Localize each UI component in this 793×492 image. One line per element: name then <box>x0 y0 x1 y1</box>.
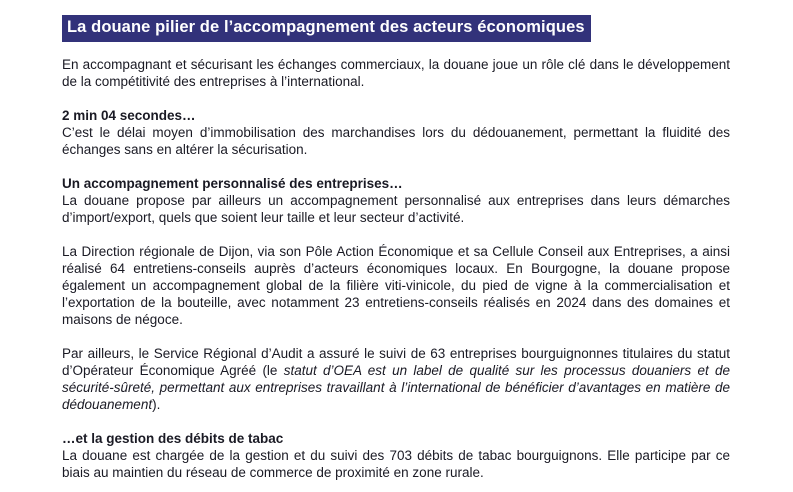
audit-text-italic: statut d’OEA est un label de qualité sur les processus douaniers et de sécurité-sûreté, permettant aux entreprises travaillant à l’international de bénéficier d’avantages en matière de dédouanement <box>62 362 730 412</box>
delai-paragraph <box>62 107 730 158</box>
audit-text-start: Par ailleurs, le Service Régional d’Audit a assuré le suivi de 63 entreprises bourguignonnes titulaires du statut d’Opérateur Économique Agréé (le <box>62 345 730 378</box>
accompagnement-body: La douane propose par ailleurs un accompagnement personnalisé aux entreprises dans leurs démarches d’import/export, quels que soient leur taille et leur secteur d’activité. <box>62 192 730 225</box>
audit-text-end: ). <box>152 396 161 412</box>
accompagnement-paragraph <box>62 175 730 226</box>
tabac-heading: …et la gestion des débits de tabac <box>62 430 284 446</box>
accompagnement-heading: Un accompagnement personnalisé des entreprises… <box>62 175 403 191</box>
page-title: La douane pilier de l’accompagnement des acteurs économiques <box>62 15 591 42</box>
intro-paragraph: En accompagnant et sécurisant les échanges commerciaux, la douane joue un rôle clé dans le développement de la compétitivité des entreprises à l’international. <box>62 56 730 89</box>
delai-body: C’est le délai moyen d’immobilisation des marchandises lors du dédouanement, permettant la fluidité des échanges sans en altérer la sécurisation. <box>62 124 730 157</box>
tabac-paragraph <box>62 430 730 481</box>
delai-heading: 2 min 04 secondes… <box>62 107 196 123</box>
audit-paragraph <box>62 345 730 413</box>
dijon-paragraph: La Direction régionale de Dijon, via son Pôle Action Économique et sa Cellule Conseil aux Entreprises, a ainsi réalisé 64 entretiens-conseils auprès d’acteurs économiques locaux. En Bourgogne, la douane propose également un accompagnement global de la filière viti-vinicole, du pied de vigne à la commercialisation et l’exportation de la bouteille, avec notamment 23 entretiens-conseils réalisés en 2024 dans des domaines et maisons de négoce. <box>62 243 730 327</box>
tabac-body: La douane est chargée de la gestion et du suivi des 703 débits de tabac bourguignons. Elle participe par ce biais au maintien du réseau de commerce de proximité en zone rurale. <box>62 447 730 480</box>
